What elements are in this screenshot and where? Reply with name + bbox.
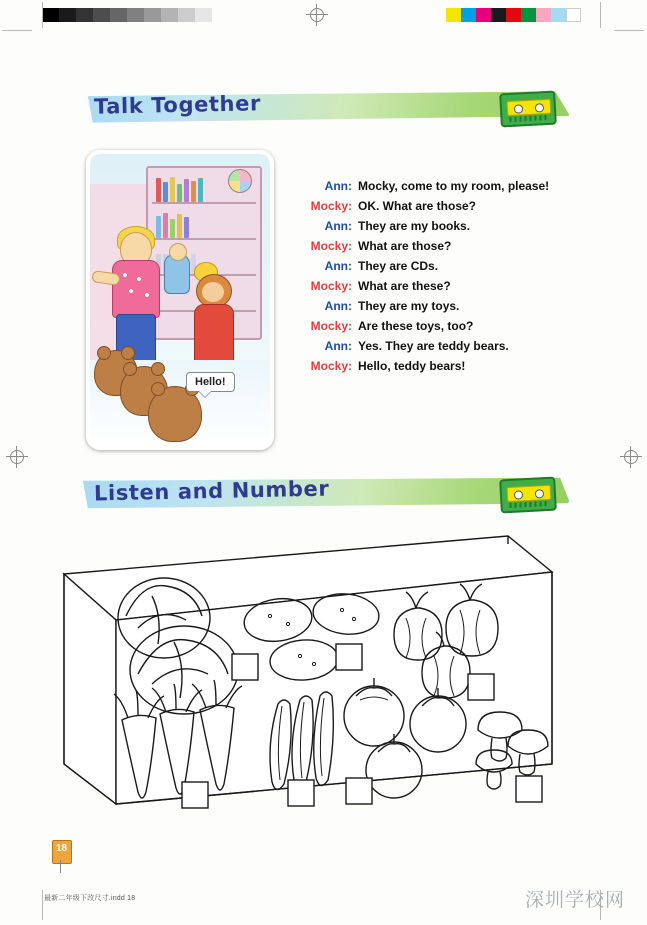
dialogue-text: Yes. They are teddy bears. [358,339,509,353]
ball-toy [228,169,252,193]
speaker-label: Mocky: [310,319,352,333]
cassette-tape-icon [499,477,557,514]
crop-mark-bottom-left [42,890,43,920]
answer-box-cabbages [232,654,258,680]
flag-pole [60,860,61,873]
speaker-label: Mocky: [310,199,352,213]
dialogue-text: Hello, teddy bears! [358,359,466,373]
answer-box-carrots [182,782,208,808]
dialogue-list [300,178,600,378]
crop-mark-top-left [42,2,43,28]
color-calibration-bar [446,8,581,22]
teddy-bear-3 [148,386,202,442]
answer-box-mushrooms [516,776,542,802]
greyscale-calibration-bar [42,8,212,22]
dialogue-text: They are CDs. [358,259,439,273]
illustration-scene [90,154,270,446]
dialogue-line [300,178,600,194]
crop-mark-right-top [614,30,644,31]
dialogue-text: What are these? [358,279,451,293]
dialogue-line [300,358,600,374]
lesson-illustration [86,150,274,450]
speaker-label: Mocky: [310,239,352,253]
speaker-label: Mocky: [310,359,352,373]
dialogue-line [300,338,600,354]
speaker-label: Ann: [324,179,352,193]
section-title-listen-and-number: Listen and Number [93,476,330,506]
dialogue-text: They are my books. [358,219,471,233]
cassette-tape-icon [499,91,557,128]
books-shelf-2 [156,212,189,238]
section-banner-listen-and-number [78,476,570,510]
dialogue-line [300,318,600,334]
dialogue-line [300,198,600,214]
dialogue-line [300,238,600,254]
answer-box-onions [468,674,494,700]
dialogue-text: Are these toys, too? [358,319,474,333]
dialogue-line [300,298,600,314]
speaker-label: Mocky: [310,279,352,293]
speaker-label: Ann: [324,219,352,233]
girl-body [112,260,160,318]
dialogue-line [300,258,600,274]
tape-reels [507,99,552,116]
dialogue-text: They are my toys. [358,299,460,313]
speaker-label: Ann: [324,339,352,353]
registration-mark-right [620,446,642,468]
tape-grill [509,115,547,122]
registration-mark-top [306,4,328,26]
speech-bubble: Hello! [186,372,235,392]
crop-mark-top-right [600,2,601,28]
page-number: 18 [56,843,68,854]
vegetable-tray-exercise [56,524,556,824]
watermark-text: 深圳学校网 [524,889,625,911]
answer-box-peas [288,780,314,806]
monkey-face [202,282,224,302]
page-number-badge [52,840,80,874]
speaker-label: Ann: [324,299,352,313]
tape-reels [507,485,552,502]
answer-box-tomatoes [346,778,372,804]
dialogue-text: OK. What are those? [358,199,477,213]
dialogue-text: What are those? [358,239,452,253]
section-title-talk-together: Talk Together [93,91,262,119]
dialogue-line [300,278,600,294]
answer-box-potatoes [336,644,362,670]
books-shelf-1 [156,176,203,202]
doll-toy [164,254,190,294]
registration-mark-left [6,446,28,468]
speaker-label: Ann: [324,259,352,273]
dialogue-text: Mocky, come to my room, please! [358,179,550,193]
crop-mark-left-top [2,30,32,31]
section-banner-talk-together [78,90,570,124]
tray-outline [64,536,552,804]
print-file-code: 最新二年级下改尺寸.indd 18 [44,895,136,902]
tape-grill [509,501,547,508]
dialogue-line [300,218,600,234]
